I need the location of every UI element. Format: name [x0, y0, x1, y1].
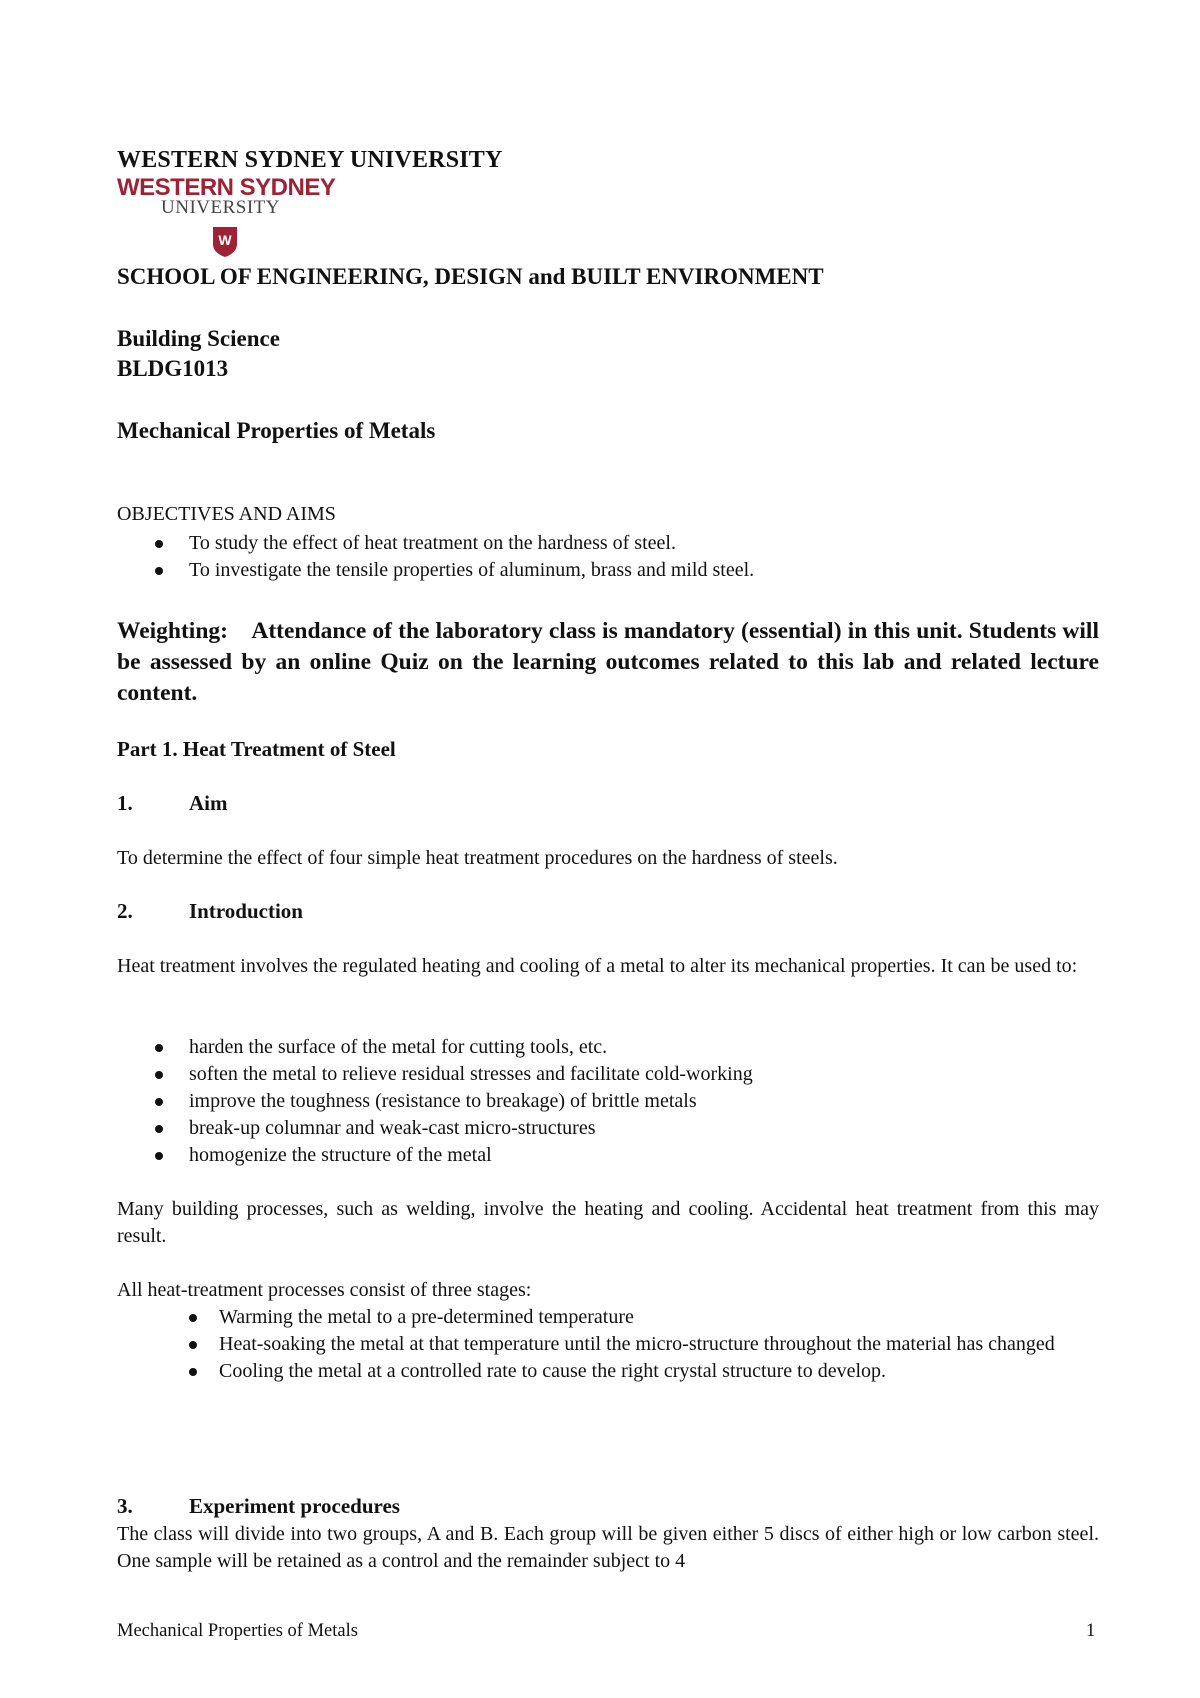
aim-text: To determine the effect of four simple heat treatment procedures on the hardness of steels.	[117, 847, 838, 869]
heat-treatment-uses-list	[117, 1034, 1099, 1169]
course-code: BLDG1013	[117, 356, 229, 381]
list-item: Warming the metal to a pre-determined temperature	[117, 1304, 1099, 1331]
objectives-list	[117, 530, 1099, 584]
university-logo	[117, 176, 347, 268]
section-number: 1.	[117, 791, 133, 815]
shield-letter: W	[218, 232, 232, 248]
section-aim-heading	[117, 791, 228, 816]
list-item: To investigate the tensile properties of aluminum, brass and mild steel.	[117, 557, 1099, 584]
section-title: Introduction	[189, 899, 303, 923]
logo-text-line2: UNIVERSITY	[161, 197, 280, 218]
weighting-text: Attendance of the laboratory class is mandatory (essential) in this unit. Students will be assessed by an online Quiz on the learning outcomes related to this lab and related lecture content.	[117, 618, 1099, 706]
list-item: improve the toughness (resistance to breakage) of brittle metals	[117, 1088, 1099, 1115]
list-item: Heat-soaking the metal at that temperature until the micro-structure throughout the material has changed	[117, 1331, 1099, 1358]
list-item: soften the metal to relieve residual stresses and facilitate cold-working	[117, 1061, 1099, 1088]
objectives-heading: OBJECTIVES AND AIMS	[117, 503, 336, 525]
document-title: Mechanical Properties of Metals	[117, 418, 436, 443]
list-item: break-up columnar and weak-cast micro-structures	[117, 1115, 1099, 1142]
section-introduction-heading	[117, 899, 303, 924]
building-processes-paragraph: Many building processes, such as welding, involve the heating and cooling. Accidental heat treatment from this may result.	[117, 1198, 1099, 1247]
footer-title: Mechanical Properties of Metals	[117, 1621, 358, 1641]
section-number: 2.	[117, 899, 133, 923]
list-item: To study the effect of heat treatment on the hardness of steel.	[117, 530, 1099, 557]
shield-icon	[212, 226, 238, 258]
introduction-paragraph: Heat treatment involves the regulated heating and cooling of a metal to alter its mechanical properties. It can be used to:	[117, 955, 1078, 977]
logo-text-line1: WESTERN SYDNEY	[117, 174, 336, 201]
stages-intro: All heat-treatment processes consist of three stages:	[117, 1279, 532, 1301]
course-block	[117, 324, 280, 384]
list-item: homogenize the structure of the metal	[117, 1142, 1099, 1169]
weighting-paragraph	[117, 616, 1099, 709]
section-procedures-heading	[117, 1494, 400, 1519]
school-heading: SCHOOL OF ENGINEERING, DESIGN and BUILT ENVIRONMENT	[117, 264, 824, 289]
course-name: Building Science	[117, 326, 280, 351]
list-item: harden the surface of the metal for cutting tools, etc.	[117, 1034, 1099, 1061]
list-item: Cooling the metal at a controlled rate to cause the right crystal structure to develop.	[117, 1358, 1099, 1385]
section-number: 3.	[117, 1494, 133, 1518]
section-title: Aim	[189, 791, 228, 815]
procedures-paragraph: The class will divide into two groups, A and B. Each group will be given either 5 discs of either high or low carbon steel. One sample will be retained as a control and the remainder subject to 4	[117, 1523, 1099, 1572]
university-heading: WESTERN SYDNEY UNIVERSITY	[117, 147, 503, 173]
stages-list	[117, 1304, 1099, 1385]
weighting-label: Weighting:	[117, 618, 228, 644]
page-number: 1	[1086, 1621, 1096, 1641]
part1-heading: Part 1. Heat Treatment of Steel	[117, 737, 396, 761]
section-title: Experiment procedures	[189, 1494, 400, 1518]
